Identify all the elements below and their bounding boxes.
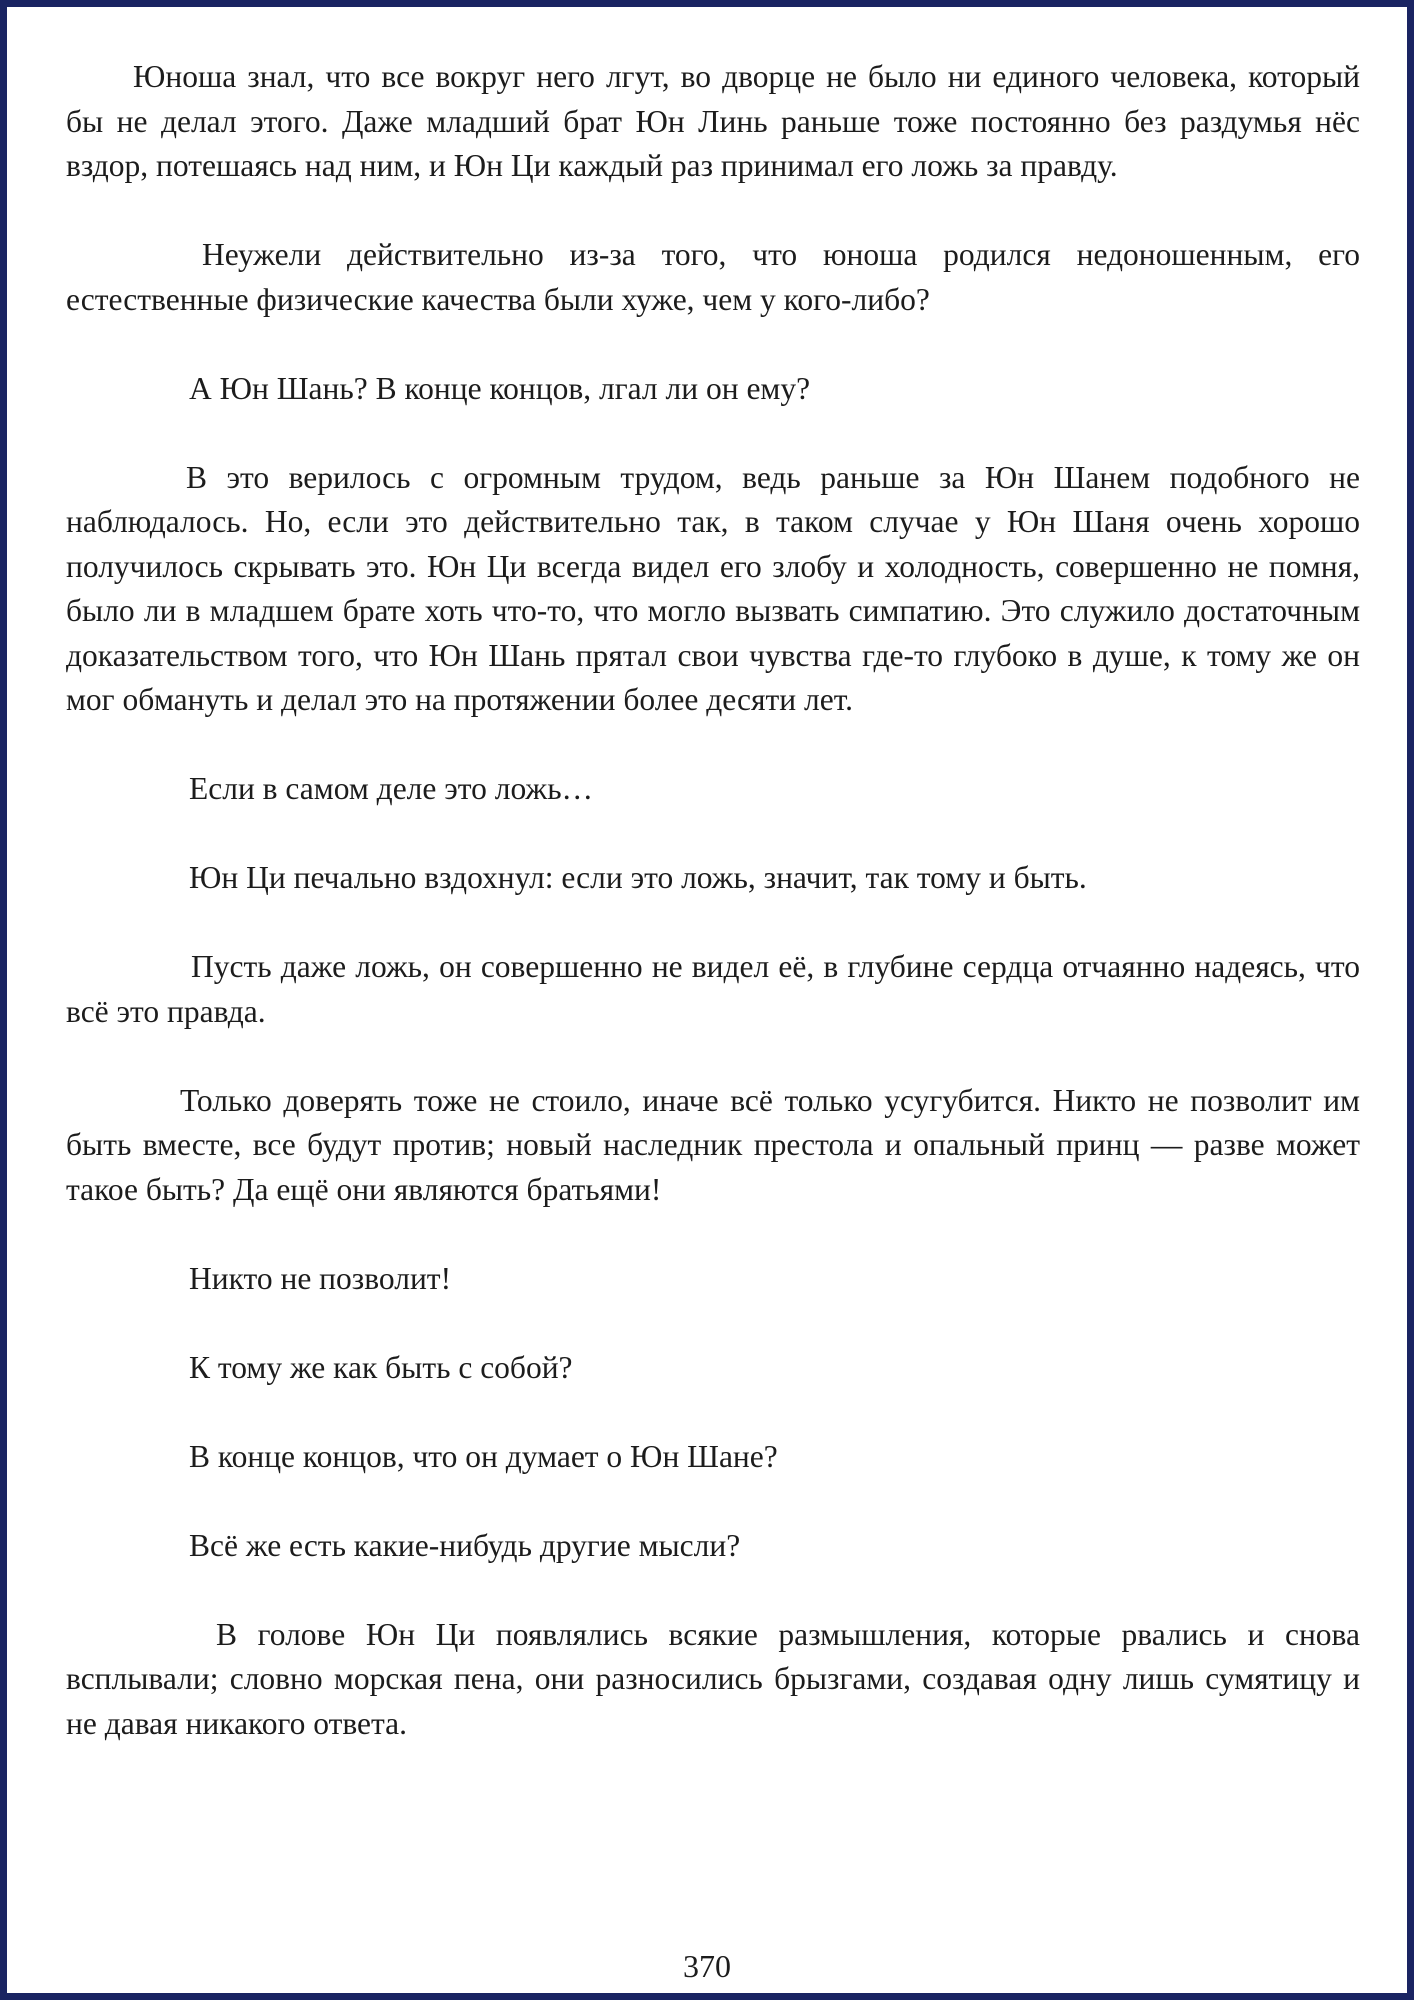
paragraph-10: К тому же как быть с собой? [189,1349,573,1385]
paragraph-11: В конце концов, что он думает о Юн Шане? [189,1438,778,1474]
paragraph-4: В это верилось с огромным трудом, ведь раньше за Юн Шанем подобного не наблюдалось. Но, если это действительно так, в таком случае у Юн Шаня очень хорошо получилось скрывать это. Юн Ци всегда видел его злобу и холодность, совершенно не помня, было ли в младшем брате хоть что-то, что могло вызвать симпатию. Это служило достаточным доказательством того, что Юн Шань прятал свои чувства где-то глубоко в душе, к тому же он мог обмануть и делал это на протяжении более десяти лет. [66,459,1360,717]
paragraph-1: Юноша знал, что все вокруг него лгут, во дворце не было ни единого человека, который бы не делал этого. Даже младший брат Юн Линь раньше тоже постоянно без раздумья нёс вздор, потешаясь над ним, и Юн Ци каждый раз принимал его ложь за правду. [66,59,1360,183]
paragraph-7: Пусть даже ложь, он совершенно не видел её, в глубине сердца отчаянно надеясь, что всё это правда. [66,949,1360,1029]
paragraph-9: Никто не позволит! [189,1260,452,1296]
paragraph-8: Только доверять тоже не стоило, иначе всё только усугубится. Никто не позволит им быть вместе, все будут против; новый наследник престола и опальный принц — разве может такое быть? Да ещё они являются братьями! [66,1082,1360,1207]
paragraph-3: А Юн Шань? В конце концов, лгал ли он ему? [189,370,811,406]
paragraph-5: Если в самом деле это ложь… [189,771,594,806]
paragraph-12: Всё же есть какие-нибудь другие мысли? [189,1527,741,1563]
text-column [66,55,1360,1746]
paragraph-13: В голове Юн Ци появлялись всякие размышления, которые рвались и снова всплывали; словно морская пена, они разносились брызгами, создавая одну лишь сумятицу и не давая никакого ответа. [66,1616,1360,1741]
page-number: 370 [683,1948,731,1984]
paragraph-6: Юн Ци печально вздохнул: если это ложь, значит, так тому и быть. [189,860,1087,895]
paragraph-2: Неужели действительно из-за того, что юноша родился недоношенным, его естественные физические качества были хуже, чем у кого-либо? [66,237,1360,317]
